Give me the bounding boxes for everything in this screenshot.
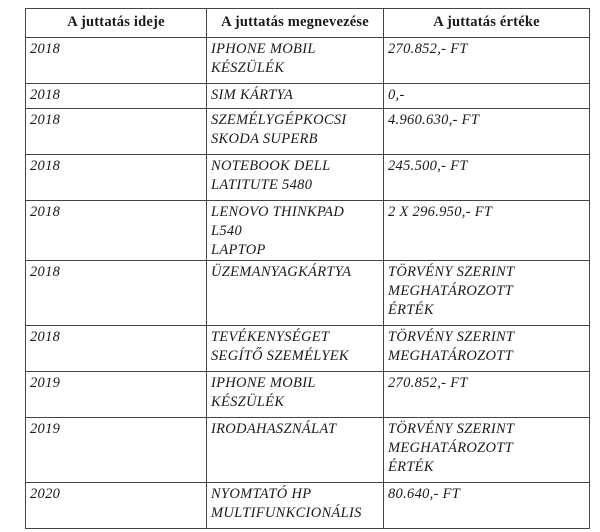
row-value: TÖRVÉNY SZERINT MEGHATÁROZOTT ÉRTÉK xyxy=(384,261,590,326)
row-year: 2018 xyxy=(26,38,207,84)
table-row xyxy=(26,109,590,155)
row-description: TEVÉKENYSÉGET SEGÍTŐ SZEMÉLYEK xyxy=(207,326,384,372)
row-value: 245.500,- FT xyxy=(384,155,590,201)
row-year: 2018 xyxy=(26,261,207,326)
row-year: 2018 xyxy=(26,84,207,109)
row-year: 2019 xyxy=(26,418,207,483)
row-description: IPHONE MOBIL KÉSZÜLÉK xyxy=(207,372,384,418)
row-value: 270.852,- FT xyxy=(384,38,590,84)
row-description: NYOMTATÓ HP MULTIFUNKCIONÁLIS xyxy=(207,483,384,529)
table-row xyxy=(26,155,590,201)
row-description: IPHONE MOBIL KÉSZÜLÉK xyxy=(207,38,384,84)
row-value: TÖRVÉNY SZERINT MEGHATÁROZOTT ÉRTÉK xyxy=(384,418,590,483)
row-year: 2018 xyxy=(26,155,207,201)
table-row xyxy=(26,38,590,84)
table-row xyxy=(26,326,590,372)
row-year: 2019 xyxy=(26,372,207,418)
table-row xyxy=(26,201,590,261)
table-row xyxy=(26,372,590,418)
header-name: A juttatás megnevezése xyxy=(207,9,384,38)
benefits-table xyxy=(25,8,590,529)
row-year: 2020 xyxy=(26,483,207,529)
row-description: SZEMÉLYGÉPKOCSI SKODA SUPERB xyxy=(207,109,384,155)
row-value: 4.960.630,- FT xyxy=(384,109,590,155)
row-value: TÖRVÉNY SZERINT MEGHATÁROZOTT xyxy=(384,326,590,372)
row-value: 2 X 296.950,- FT xyxy=(384,201,590,261)
row-year: 2018 xyxy=(26,109,207,155)
table-row xyxy=(26,84,590,109)
row-description: SIM KÁRTYA xyxy=(207,84,384,109)
header-value: A juttatás értéke xyxy=(384,9,590,38)
row-year: 2018 xyxy=(26,326,207,372)
header-date: A juttatás ideje xyxy=(26,9,207,38)
table-row xyxy=(26,483,590,529)
table-row xyxy=(26,261,590,326)
row-year: 2018 xyxy=(26,201,207,261)
row-description: LENOVO THINKPAD L540 LAPTOP xyxy=(207,201,384,261)
row-description: IRODAHASZNÁLAT xyxy=(207,418,384,483)
row-value: 80.640,- FT xyxy=(384,483,590,529)
row-value: 270.852,- FT xyxy=(384,372,590,418)
row-description: ÜZEMANYAGKÁRTYA xyxy=(207,261,384,326)
row-value: 0,- xyxy=(384,84,590,109)
row-description: NOTEBOOK DELL LATITUTE 5480 xyxy=(207,155,384,201)
table-row xyxy=(26,418,590,483)
table-header-row xyxy=(26,9,590,38)
